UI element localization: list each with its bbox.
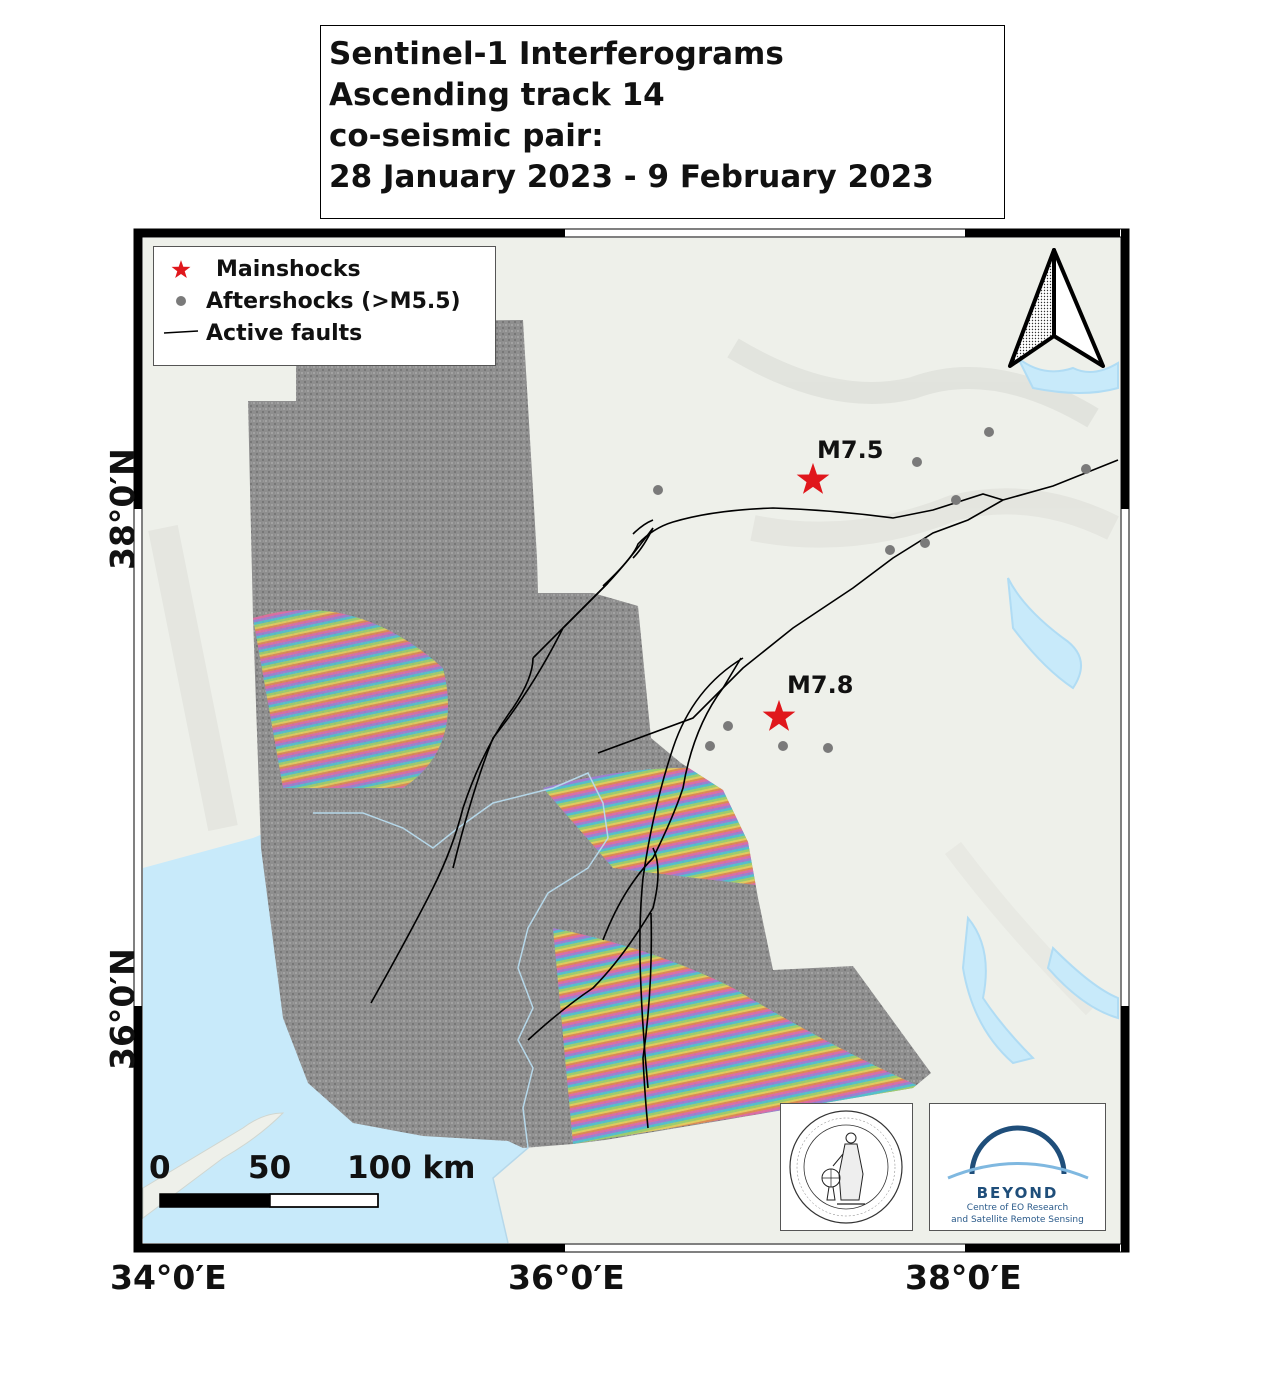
legend-faults-label: Active faults (206, 320, 363, 346)
aftershock-marker (885, 545, 895, 555)
map-canvas[interactable] (133, 228, 1130, 1253)
national-observatory-athens-seal-icon (781, 1104, 912, 1230)
legend-aftershocks-label: Aftershocks (>M5.5) (206, 288, 461, 314)
title-line-4: 28 January 2023 - 9 February 2023 (329, 159, 934, 195)
scale-label-0: 0 (149, 1150, 171, 1186)
lon-label-38e: 38°0′E (905, 1258, 1022, 1297)
legend-row-faults (154, 317, 362, 349)
aftershock-marker (778, 741, 788, 751)
star-icon (154, 253, 206, 285)
beyond-name: BEYOND (976, 1184, 1059, 1202)
aftershock-marker (912, 457, 922, 467)
aftershock-marker (951, 495, 961, 505)
lon-label-34e: 34°0′E (110, 1258, 227, 1297)
scale-label-50: 50 (248, 1150, 292, 1186)
beyond-logo (929, 1103, 1106, 1231)
beyond-tagline-2: and Satellite Remote Sensing (951, 1215, 1084, 1225)
title-line-1: Sentinel-1 Interferograms (329, 36, 784, 72)
dot-icon (154, 285, 206, 317)
legend-row-mainshocks (154, 253, 361, 285)
aftershock-marker (705, 741, 715, 751)
map-frame[interactable] (133, 228, 1130, 1253)
title-line-3: co-seismic pair: (329, 118, 604, 154)
title-box (320, 25, 1005, 219)
line-icon (154, 317, 206, 349)
legend (153, 246, 496, 366)
lon-label-36e: 36°0′E (508, 1258, 625, 1297)
aftershock-marker (723, 721, 733, 731)
aftershock-marker (984, 427, 994, 437)
aftershock-marker (920, 538, 930, 548)
beyond-arc-icon (930, 1104, 1105, 1184)
aftershock-marker (823, 743, 833, 753)
label-m75: M7.5 (817, 436, 884, 464)
lat-label-38n: 38°0′N (103, 448, 142, 570)
legend-row-aftershocks (154, 285, 461, 317)
scalebar (160, 1194, 378, 1207)
aftershock-marker (653, 485, 663, 495)
label-m78: M7.8 (787, 671, 854, 699)
lat-label-36n: 36°0′N (103, 948, 142, 1070)
legend-mainshocks-label: Mainshocks (216, 256, 361, 282)
title-line-2: Ascending track 14 (329, 77, 665, 113)
scale-label-100: 100 km (347, 1150, 476, 1186)
beyond-tagline-1: Centre of EO Research (966, 1203, 1069, 1213)
aftershock-marker (1081, 464, 1091, 474)
noa-logo (780, 1103, 913, 1231)
